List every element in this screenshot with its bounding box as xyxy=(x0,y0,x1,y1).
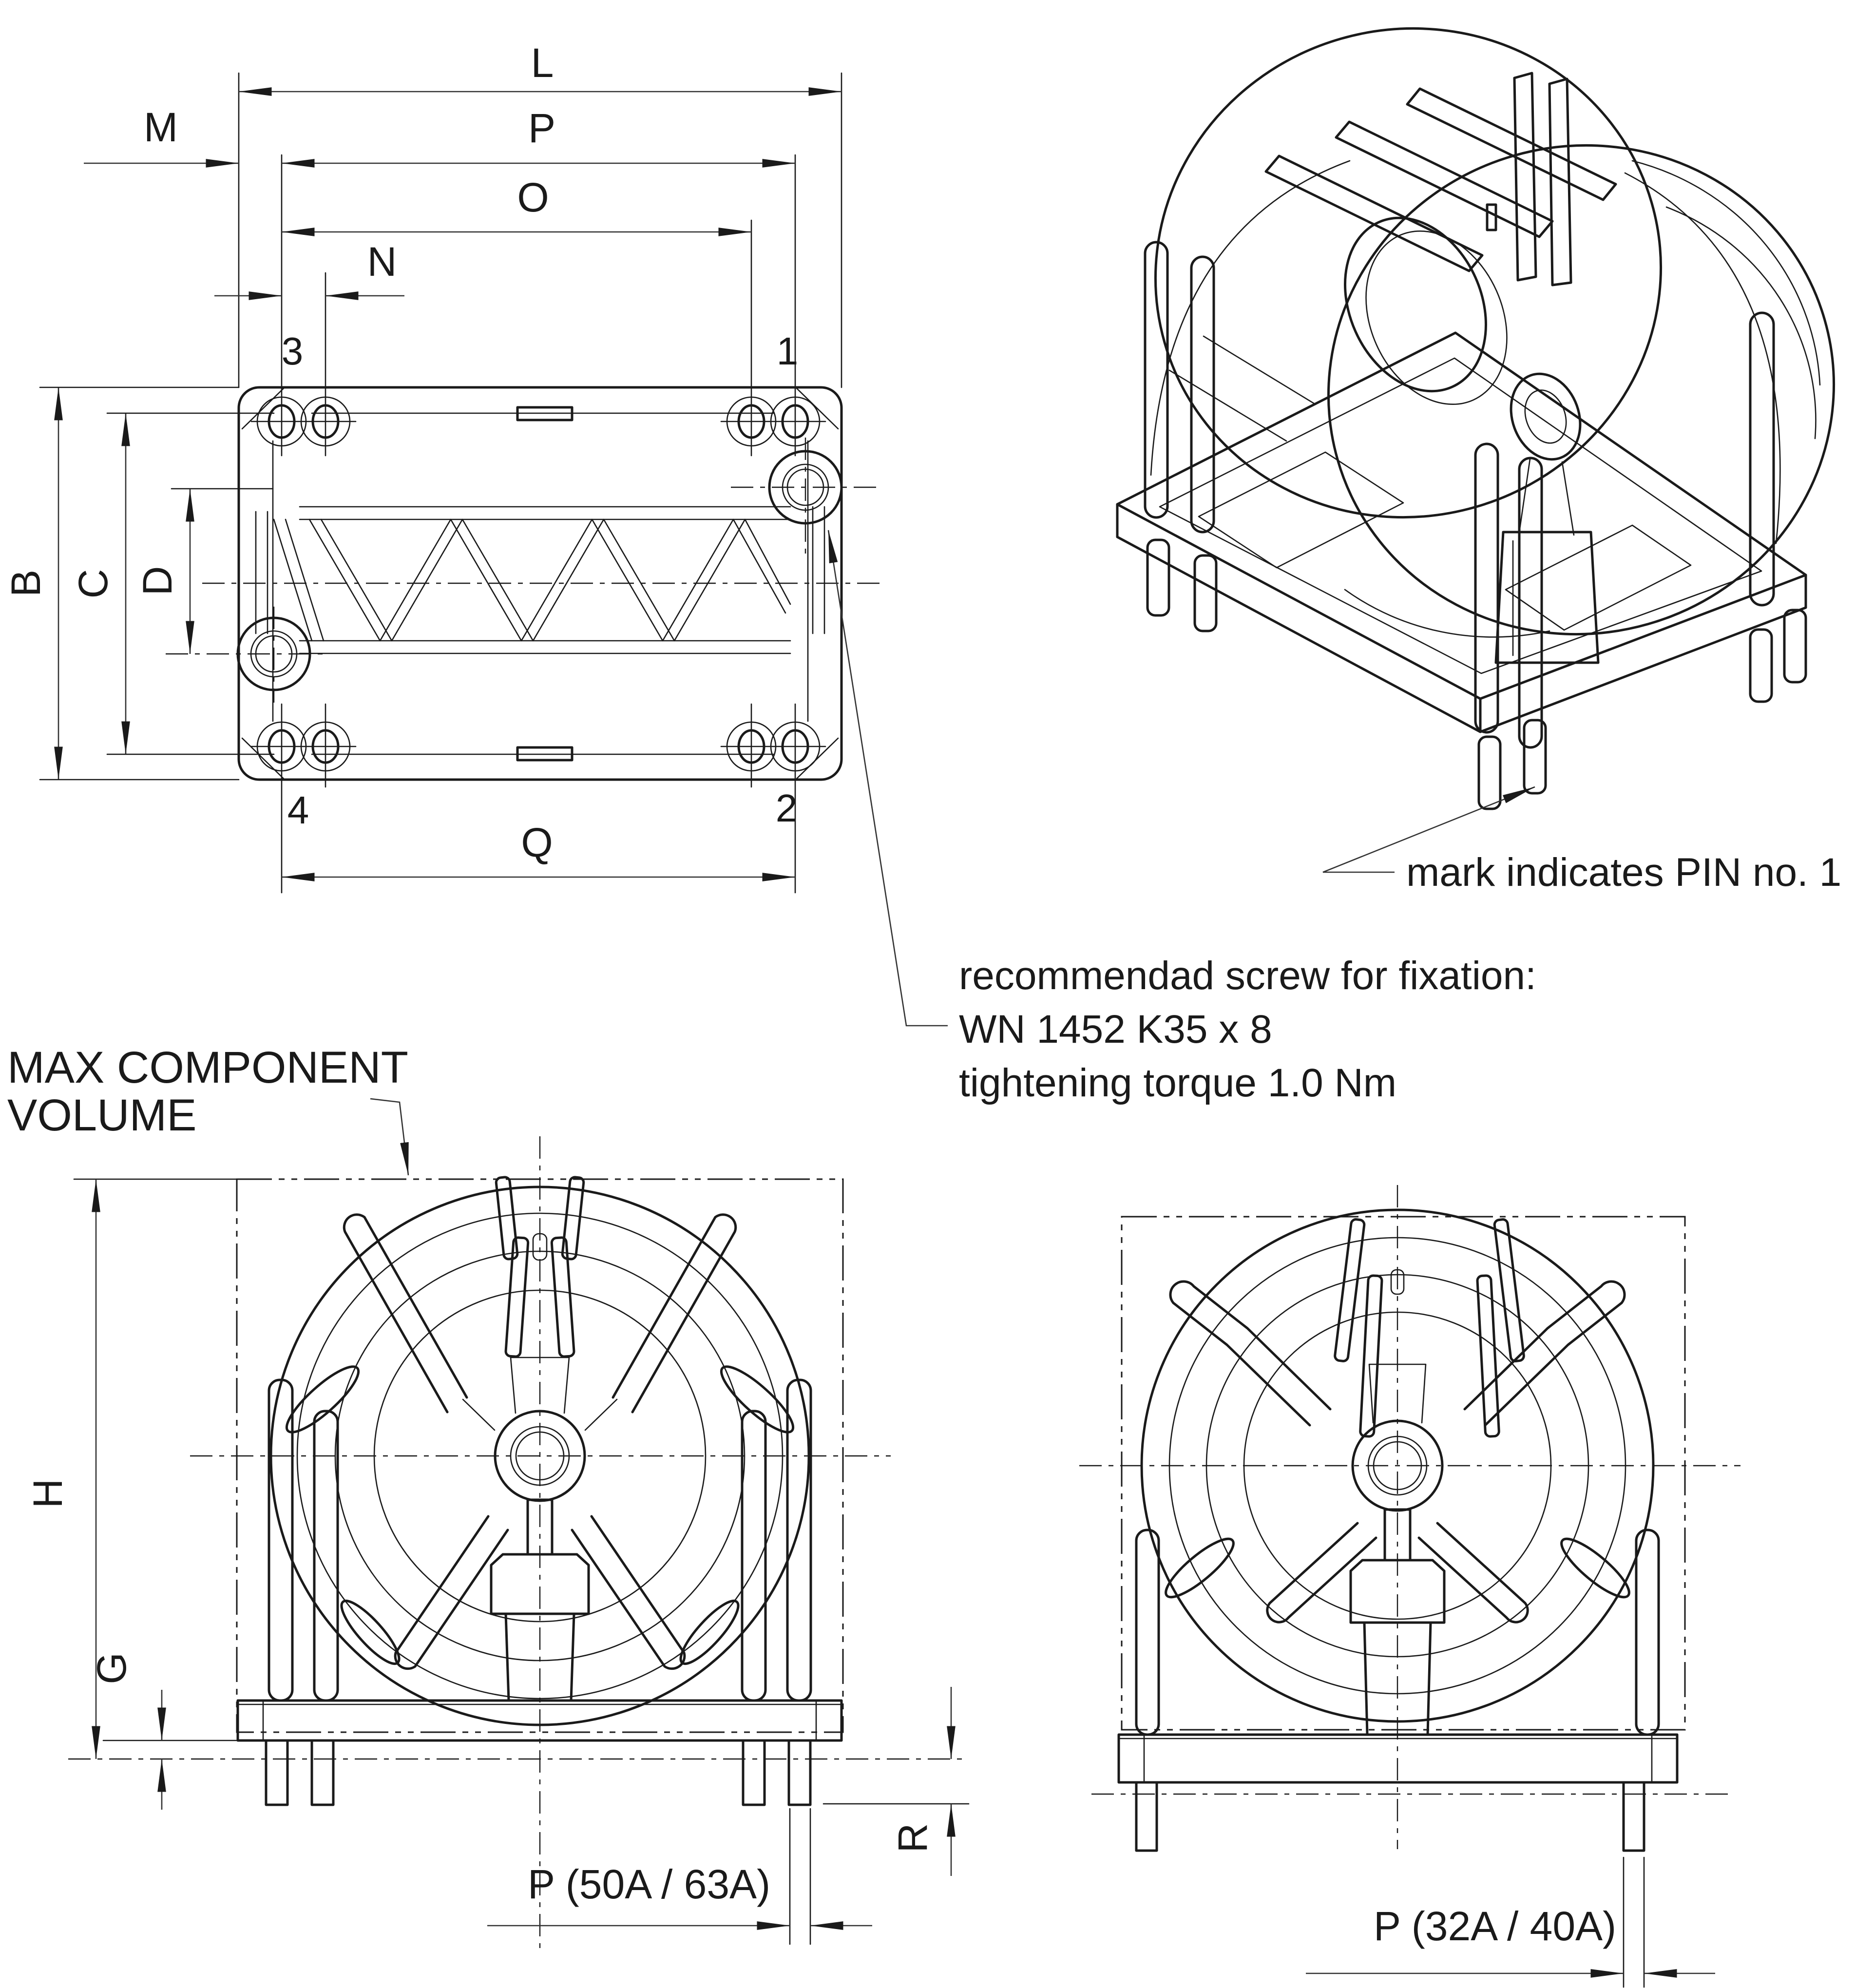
ext-lines-P-pins xyxy=(790,1809,810,1944)
terminal-pin xyxy=(1360,1275,1382,1436)
dim-label-M: M xyxy=(144,104,178,150)
solder-pin xyxy=(1624,1782,1644,1851)
front-view-50-63 xyxy=(25,1136,969,1948)
screw-note-line1: recommendad screw for fixation: xyxy=(959,954,1536,998)
max-component-volume-note xyxy=(7,1043,408,1175)
frame-post xyxy=(1136,1530,1159,1735)
screw-note-line3: tightening torque 1.0 Nm xyxy=(959,1061,1396,1105)
dim-label-D: D xyxy=(134,566,180,596)
base-tray-slots xyxy=(1199,452,1691,630)
corner-post xyxy=(1750,313,1774,605)
retainer-leaf xyxy=(1555,1531,1636,1605)
boss-crosshair xyxy=(731,438,877,558)
base-tray-top xyxy=(1117,333,1806,699)
hole-centerlines xyxy=(251,421,825,746)
frame-post xyxy=(1636,1530,1659,1735)
clamp-foot-block xyxy=(1496,532,1598,663)
dim-label-N: N xyxy=(367,239,397,285)
dim-label-B: B xyxy=(3,569,49,597)
terminal-pin xyxy=(1477,1275,1499,1436)
solder-pin xyxy=(312,1740,333,1805)
clamp-arm-upper-right xyxy=(1465,1281,1625,1425)
retainer-leaf xyxy=(1159,1531,1241,1605)
pin-mark-note xyxy=(1323,787,1841,895)
solder-pin xyxy=(1479,737,1500,809)
solder-pin xyxy=(1147,540,1169,615)
dim-label-H: H xyxy=(25,1478,71,1509)
top-view xyxy=(3,40,884,893)
pin-mark-text: mark indicates PIN no. 1 xyxy=(1406,850,1842,895)
solder-pin xyxy=(266,1740,287,1805)
tape-tab xyxy=(1487,205,1496,230)
clamp-arm-upper-left xyxy=(344,1215,467,1412)
clamp-arm-upper-left xyxy=(1170,1281,1330,1425)
dim-label-P-32-40: P (32A / 40A) xyxy=(1373,1903,1617,1949)
truss-zigzag-inner xyxy=(321,519,790,641)
solder-pin xyxy=(1750,630,1772,702)
max-volume-line1: MAX COMPONENT xyxy=(7,1043,408,1092)
solder-pin xyxy=(743,1740,765,1805)
isometric-view xyxy=(1097,0,1855,809)
ext-lines-P-pins xyxy=(1624,1857,1644,1987)
dim-label-O: O xyxy=(517,174,549,220)
front-view-32-40 xyxy=(1079,1185,1740,1987)
pin-number-3: 3 xyxy=(281,329,304,373)
solder-pin xyxy=(1195,555,1216,631)
pin-holes xyxy=(269,405,808,763)
clamp-arm-upper-right xyxy=(613,1215,736,1412)
view-centerlines xyxy=(190,1136,891,1948)
frame-post xyxy=(742,1411,765,1701)
truss-end-diagonal xyxy=(274,519,324,641)
pin-number-4: 4 xyxy=(287,788,309,832)
mounting-hole-scallops xyxy=(257,397,820,771)
dim-label-L: L xyxy=(531,40,554,86)
dim-label-P-50-63: P (50A / 63A) xyxy=(527,1861,771,1907)
frame-bows xyxy=(1151,161,1780,543)
solder-pin xyxy=(1136,1782,1157,1851)
max-volume-leader xyxy=(370,1099,408,1175)
screw-fixation-note xyxy=(828,530,1536,1105)
dim-label-Q: Q xyxy=(521,820,553,865)
screw-note-line2: WN 1452 K35 x 8 xyxy=(959,1007,1272,1051)
dim-label-R: R xyxy=(890,1823,936,1853)
pin-number-2: 2 xyxy=(775,786,798,830)
clamp-arm-lower-left xyxy=(1267,1523,1376,1622)
screw-note-leader xyxy=(828,530,948,1026)
toroid-center-hole xyxy=(1319,195,1512,414)
frame-post xyxy=(314,1411,338,1701)
winding-wrap-arcs xyxy=(1345,161,1820,637)
solder-pin xyxy=(789,1740,810,1805)
corner-post xyxy=(1519,458,1542,747)
clamp-arm-lower-right xyxy=(1419,1523,1528,1622)
toroid-center-hole-inner xyxy=(1339,209,1533,427)
truss-chords xyxy=(300,507,790,653)
solder-pin xyxy=(1784,610,1806,682)
clamp-strap xyxy=(1519,459,1574,535)
corner-post xyxy=(1475,444,1498,732)
side-brackets xyxy=(256,507,824,633)
pin-number-1: 1 xyxy=(776,329,799,373)
screw-boss-1 xyxy=(731,438,877,558)
dim-label-G: G xyxy=(89,1652,134,1684)
max-volume-line2: VOLUME xyxy=(7,1090,197,1140)
dim-label-C: C xyxy=(70,569,116,599)
dim-label-P: P xyxy=(528,105,556,151)
clamp-prong-left xyxy=(1514,73,1536,280)
tape-fin xyxy=(1336,122,1552,237)
